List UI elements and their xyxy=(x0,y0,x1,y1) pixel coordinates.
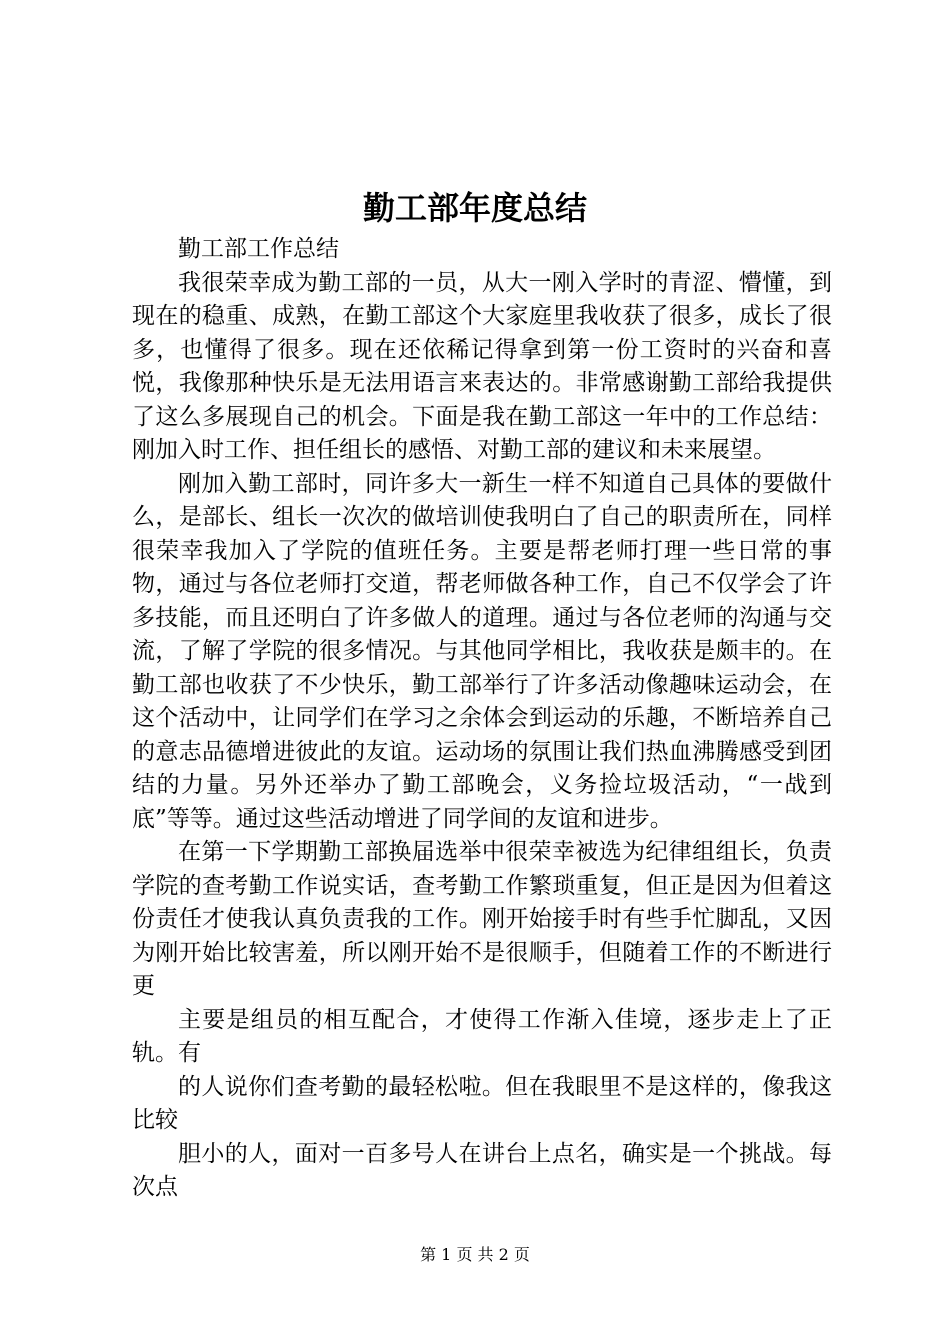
paragraph: 的人说你们查考勤的最轻松啦。但在我眼里不是这样的，像我这比较 xyxy=(132,1073,832,1133)
paragraph-subtitle: 勤工部工作总结 xyxy=(178,236,339,262)
paragraph: 主要是组员的相互配合，才使得工作渐入佳境，逐步走上了正轨。有 xyxy=(132,1006,832,1066)
document-body xyxy=(132,233,832,1205)
paragraph: 在第一下学期勤工部换届选举中很荣幸被选为纪律组组长，负责学院的查考勤工作说实话，查考勤工作繁琐重复，但正是因为但着这份责任才使我认真负责我的工作。刚开始接手时有些手忙脚乱，又因为刚开始比较害羞，所以刚开始不是很顺手，但随着工作的不断进行更 xyxy=(132,839,832,999)
paragraph: 刚加入勤工部时，同许多大一新生一样不知道自己具体的要做什么，是部长、组长一次次的做培训使我明白了自己的职责所在，同样很荣幸我加入了学院的值班任务。主要是帮老师打理一些日常的事物，通过与各位老师打交道，帮老师做各种工作，自己不仅学会了许多技能，而且还明白了许多做人的道理。通过与各位老师的沟通与交流，了解了学院的很多情况。与其他同学相比，我收获是颇丰的。在勤工部也收获了不少快乐，勤工部举行了许多活动像趣味运动会，在这个活动中，让同学们在学习之余体会到运动的乐趣，不断培养自己的意志品德增进彼此的友谊。运动场的氛围让我们热血沸腾感受到团结的力量。另外还举办了勤工部晚会，义务捡垃圾活动，“一战到底”等等。通过这些活动增进了同学间的友谊和进步。 xyxy=(132,470,832,832)
paragraph: 我很荣幸成为勤工部的一员，从大一刚入学时的青涩、懵懂，到现在的稳重、成熟，在勤工部这个大家庭里我收获了很多，成长了很多，也懂得了很多。现在还依稀记得拿到第一份工资时的兴奋和喜悦，我像那种快乐是无法用语言来表达的。非常感谢勤工部给我提供了这么多展现自己的机会。下面是我在勤工部这一年中的工作总结：刚加入时工作、担任组长的感悟、对勤工部的建议和未来展望。 xyxy=(132,269,832,463)
paragraph: 胆小的人，面对一百多号人在讲台上点名，确实是一个挑战。每次点 xyxy=(132,1140,832,1200)
document-title: 勤工部年度总结 xyxy=(362,189,587,227)
page-number-footer: 第 1 页 共 2 页 xyxy=(420,1245,530,1264)
